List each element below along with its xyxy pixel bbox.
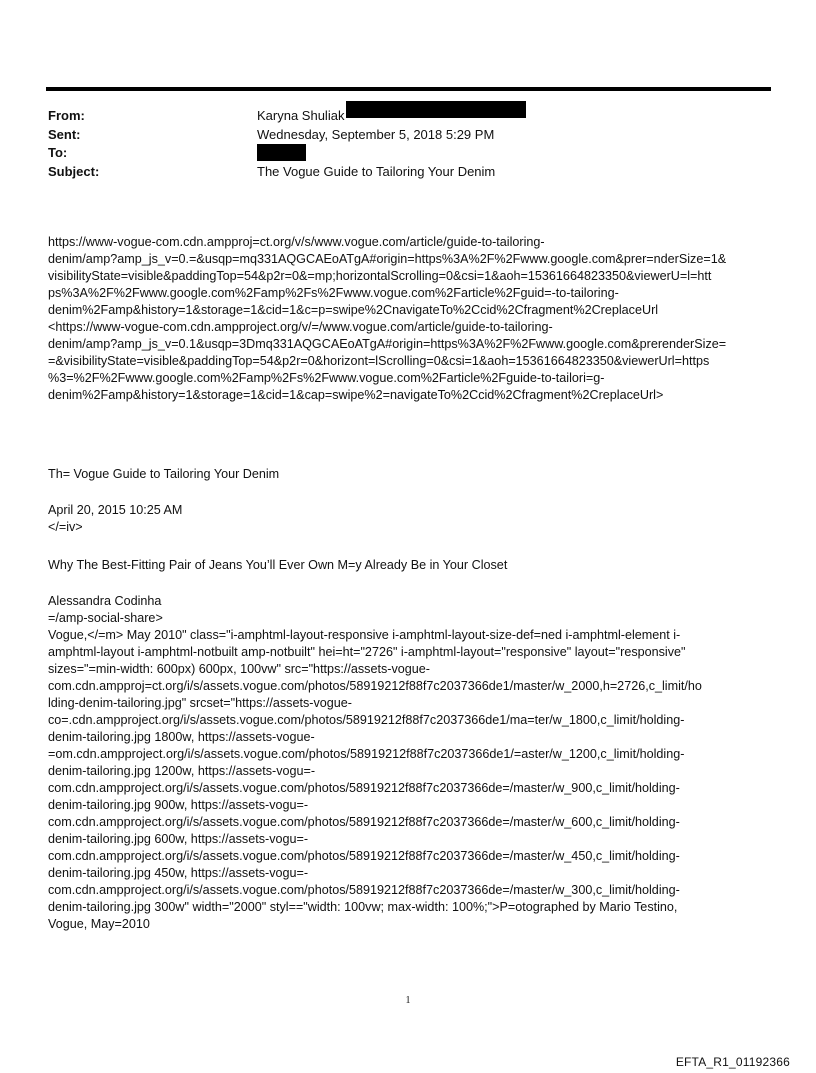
article-author: Alessandra Codinha (48, 594, 162, 608)
url-line: denim/amp?amp_js_v=0.=&usqp=mq331AQGCAEoATgA#origin=https%3A%2F%2Fwww.google.com&prer=nderSize=1& (48, 252, 727, 266)
from-row (48, 107, 768, 126)
url-line: %3=%2F%2Fwww.google.com%2Famp%2Fs%2Fwww.vogue.com%2Farticle%2Fguide-to-tailori=g- (48, 371, 605, 385)
from-name: Karyna Shuliak (257, 108, 345, 123)
from-label: From: (48, 108, 85, 123)
code-line: denim-tailoring.jpg 300w" width="2000" styl=="width: 100vw; max-width: 100%;">P=otographed by Mario Testino, (48, 900, 678, 914)
code-line: amphtml-layout i-amphtml-notbuilt amp-notbuilt" hei=ht="2726" i-amphtml-layout="responsive" layout="responsive" (48, 645, 686, 659)
code-line: denim-tailoring.jpg 1800w, https://assets-vogue- (48, 730, 315, 744)
sent-label: Sent: (48, 126, 81, 142)
code-line: denim-tailoring.jpg 1200w, https://assets-vogu=- (48, 764, 316, 778)
code-line: sizes="=min-width: 600px) 600px, 100vw" src="https://assets-vogue- (48, 662, 430, 676)
url-line: https://www-vogue-com.cdn.ampproj=ct.org/v/s/www.vogue.com/article/guide-to-tailoring- (48, 235, 545, 249)
code-line: Vogue, May=2010 (48, 917, 150, 931)
redaction-box (257, 144, 306, 161)
code-line: com.cdn.ampproject.org/i/s/assets.vogue.com/photos/58919212f88f7c2037366de=/master/w_450,c_limit/holding- (48, 849, 680, 863)
code-line: =/amp-social-share> (48, 611, 163, 625)
article-date: April 20, 2015 10:25 AM (48, 503, 183, 517)
from-value (257, 107, 526, 125)
code-line: com.cdn.ampproject.org/i/s/assets.vogue.com/photos/58919212f88f7c2037366de=/master/w_300,c_limit/holding- (48, 883, 680, 897)
code-line: denim-tailoring.jpg 450w, https://assets-vogu=- (48, 866, 309, 880)
url-line: denim%2Famp&history=1&storage=1&cid=1&c=p=swipe%2CnavigateTo%2Ccid%2Cfragment%2CreplaceUrl (48, 303, 659, 317)
code-line: co=.cdn.ampproject.org/i/s/assets.vogue.com/photos/58919212f88f7c2037366de1/ma=ter/w_1800,c_limit/holding- (48, 713, 685, 727)
redaction-box (346, 101, 526, 118)
code-line: lding-denim-tailoring.jpg" srcset="https://assets-vogue- (48, 696, 352, 710)
page-number: 1 (405, 995, 411, 1006)
url-line: visibilityState=visible&paddingTop=54&p2r=0&=mp;horizontalScrolling=0&csi=1&aoh=15361664823350&viewerU=l=htt (48, 269, 712, 283)
url-line: ps%3A%2F%2Fwww.google.com%2Famp%2Fs%2Fwww.vogue.com%2Farticle%2Fguid=-to-tailoring- (48, 286, 619, 300)
to-label: To: (48, 145, 68, 160)
sent-value: Wednesday, September 5, 2018 5:29 PM (257, 126, 495, 142)
code-line: denim-tailoring.jpg 900w, https://assets-vogu=- (48, 798, 309, 812)
sent-row (48, 126, 768, 145)
url-line: denim%2Famp&history=1&storage=1&cid=1&cap=swipe%2=navigateTo%2Ccid%2Cfragment%2CreplaceUrl> (48, 388, 664, 402)
html-code-block (48, 610, 770, 933)
header-rule (46, 87, 771, 91)
article-headline: Why The Best-Fitting Pair of Jeans You’ll Ever Own M=y Already Be in Your Closet (48, 558, 508, 572)
code-line: =om.cdn.ampproject.org/i/s/assets.vogue.com/photos/58919212f88f7c2037366de1/=aster/w_1200,c_limit/holding- (48, 747, 685, 761)
code-line: com.cdn.ampproject.org/i/s/assets.vogue.com/photos/58919212f88f7c2037366de=/master/w_900,c_limit/holding- (48, 781, 680, 795)
article-title: Th= Vogue Guide to Tailoring Your Denim (48, 467, 280, 481)
article-url-block (48, 234, 770, 404)
code-line: com.cdn.ampproj=ct.org/i/s/assets.vogue.com/photos/58919212f88f7c2037366de1/master/w_2000,h=2726,c_limit/ho (48, 679, 702, 693)
to-row (48, 144, 768, 163)
to-value (257, 144, 306, 162)
subject-label: Subject: (48, 163, 100, 179)
url-line: denim/amp?amp_js_v=0.1&usqp=3Dmq331AQGCAEoATgA#origin=https%3A%2F%2Fwww.google.com&prerenderSize= (48, 337, 727, 351)
code-line: com.cdn.ampproject.org/i/s/assets.vogue.com/photos/58919212f88f7c2037366de=/master/w_600,c_limit/holding- (48, 815, 680, 829)
subject-row (48, 163, 768, 182)
email-header (48, 107, 768, 181)
subject-value: The Vogue Guide to Tailoring Your Denim (257, 163, 496, 179)
url-line: =&visibilityState=visible&paddingTop=54&p2r=0&horizont=lScrolling=0&csi=1&aoh=15361664823350&viewerUrl=https (48, 354, 710, 368)
code-line: Vogue,</=m> May 2010" class="i-amphtml-layout-responsive i-amphtml-layout-size-def=ned i-amphtml-element i- (48, 628, 681, 642)
document-id: EFTA_R1_01192366 (675, 1055, 790, 1069)
url-line: <https://www-vogue-com.cdn.ampproject.org/v/=/www.vogue.com/article/guide-to-tailoring- (48, 320, 553, 334)
html-fragment: </=iv> (48, 520, 83, 534)
code-line: denim-tailoring.jpg 600w, https://assets-vogu=- (48, 832, 309, 846)
